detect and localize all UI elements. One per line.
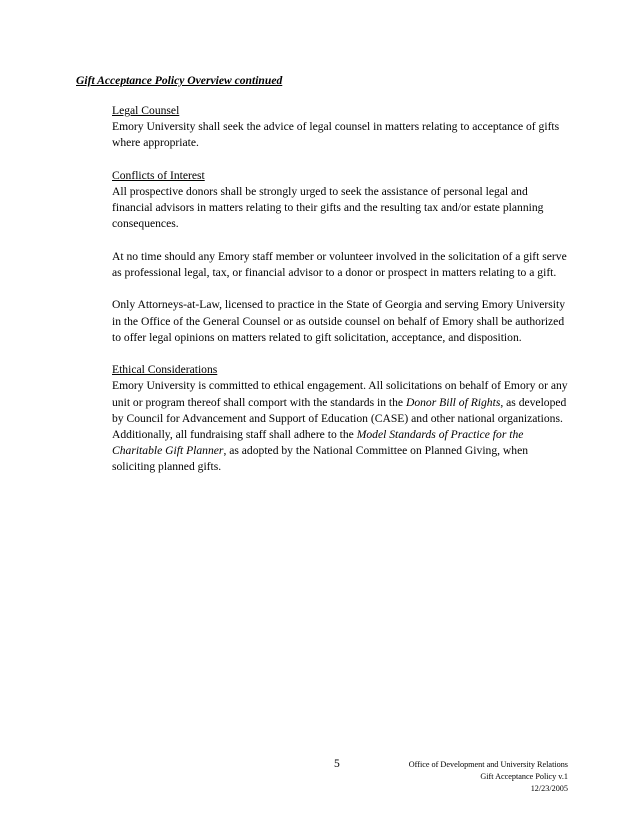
legal-counsel-heading: Legal Counsel bbox=[112, 104, 180, 117]
attorneys-text: Only Attorneys-at-Law, licensed to practice in the State of Georgia and serving Emory University in the Office of the General Counsel or as outside counsel on behalf of Emory shall be authorized to offer legal opinions on matters related to gift solicitation, acceptance, and disposition. bbox=[112, 298, 565, 344]
ethical-considerations-section bbox=[112, 362, 568, 475]
attorneys-paragraph bbox=[112, 297, 568, 346]
ethics-text-part2: , as developed by Council for Advancement and Support of Education (CASE) and other national organizations. Additionally, all fundraising staff shall adhere to the bbox=[112, 395, 567, 441]
policy-body bbox=[112, 103, 568, 492]
staff-advisor-text: At no time should any Emory staff member or volunteer involved in the solicitation of a gift serve as professional legal, tax, or financial advisor to a donor or prospect in matters relating to a gift. bbox=[112, 249, 567, 279]
model-standards-title: Model Standards of Practice for the Charitable Gift Planner bbox=[112, 428, 524, 458]
conflicts-of-interest-text: All prospective donors shall be strongly urged to seek the assistance of personal legal and financial advisors in matters relating to their gifts and the resulting tax and/or estate planning consequences. bbox=[112, 185, 544, 231]
donor-bill-of-rights-title: Donor Bill of Rights bbox=[405, 395, 501, 409]
ethics-text-part1: Emory University is committed to ethical engagement. All solicitations on behalf of Emory or any unit or program thereof shall comport with the standards in the bbox=[112, 379, 568, 409]
footer-office: Office of Development and University Relations bbox=[408, 760, 568, 769]
legal-counsel-text: Emory University shall seek the advice of legal counsel in matters relating to acceptance of gifts where appropriate. bbox=[112, 120, 560, 150]
footer-date: 12/23/2005 bbox=[530, 783, 568, 793]
ethical-considerations-heading: Ethical Considerations bbox=[112, 363, 218, 377]
page-number: 5 bbox=[334, 757, 340, 770]
staff-advisor-paragraph bbox=[112, 249, 568, 281]
ethical-considerations-text bbox=[112, 378, 568, 475]
section-title: Gift Acceptance Policy Overview continued bbox=[76, 74, 283, 87]
ethics-text-part3: , as adopted by the National Committee on Planned Giving, when soliciting planned gifts. bbox=[112, 444, 529, 474]
page-footer bbox=[328, 759, 568, 794]
legal-counsel-section bbox=[112, 103, 568, 152]
conflicts-of-interest-heading: Conflicts of Interest bbox=[112, 168, 205, 182]
conflicts-of-interest-section bbox=[112, 168, 568, 233]
footer-policy: Gift Acceptance Policy v.1 bbox=[480, 771, 568, 781]
